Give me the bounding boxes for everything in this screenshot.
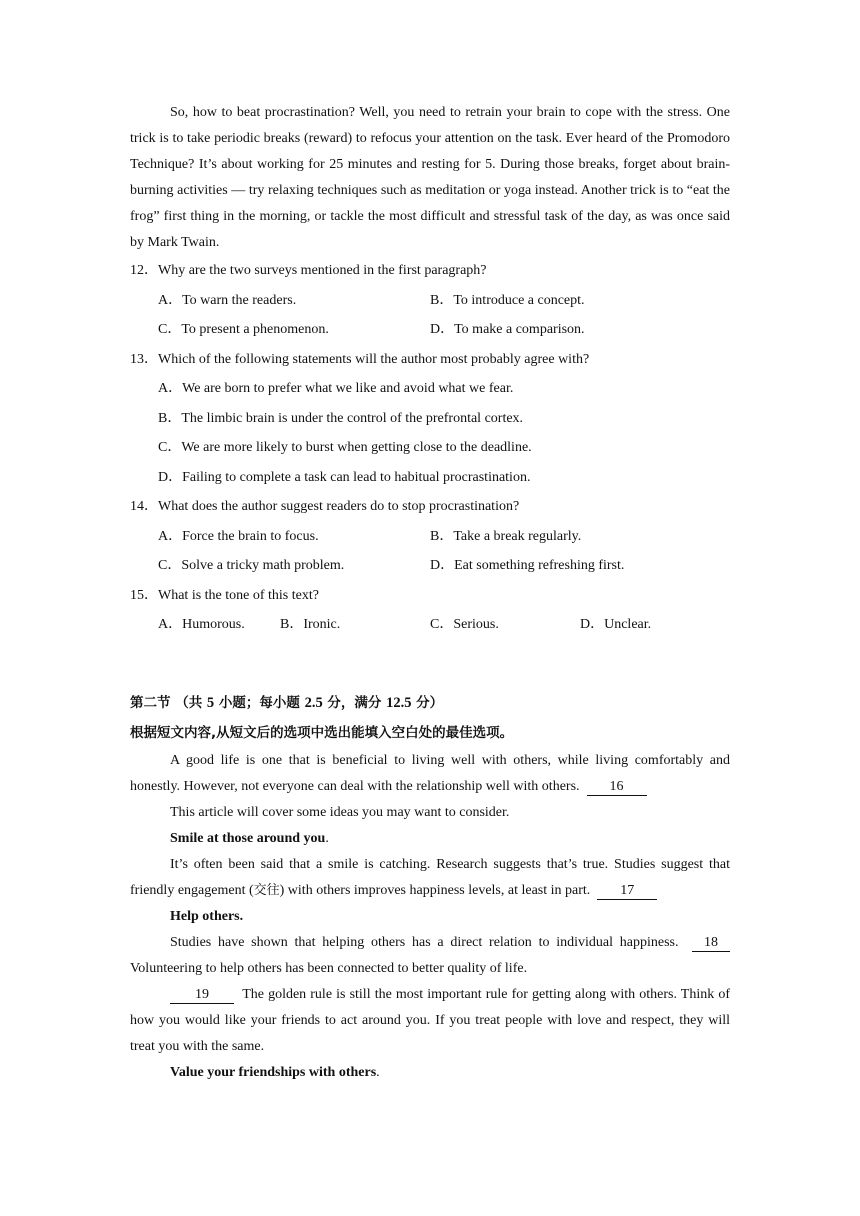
option-15-d[interactable]: D．Unclear.: [580, 617, 652, 632]
blank-16[interactable]: 16: [587, 779, 647, 796]
subheading-value-friendships-text: Value your friendships with others: [170, 1064, 377, 1080]
question-12-stem: 12．Why are the two surveys mentioned in the first paragraph?: [130, 263, 487, 278]
passage2-p1-text: A good life is one that is beneficial to living well with others, while living comfortably and honestly. However, not everyone can deal with the relationship well with others.: [130, 752, 730, 794]
passage2-p3-text-b: ) with others improves happiness levels, at least in part.: [279, 882, 591, 898]
section-2-heading-part1: 第二节 （共: [130, 694, 207, 711]
subheading-help-others: Help others.: [170, 908, 244, 924]
blank-19[interactable]: 19: [170, 987, 234, 1004]
option-12-b[interactable]: B．To introduce a concept.: [430, 292, 585, 308]
question-14-options-row1: [130, 522, 730, 552]
blank-18[interactable]: 18: [692, 935, 730, 952]
section-2-question-count: 5: [206, 694, 215, 711]
passage-final-paragraph: So, how to beat procrastination? Well, you need to retrain your brain to cope with the stress. One trick is to take periodic breaks (reward) to refocus your attention on the task. Ever heard of the Promodoro Technique? It’s about working for 25 minutes and resting for 5. During those breaks, forget about brain-burning activities — try relaxing techniques such as meditation or yoga instead. Another trick is to “eat the frog” first thing in the morning, or tackle the most difficult and stressful task of the day, as was once said by Mark Twain.: [130, 105, 730, 250]
blank-17[interactable]: 17: [597, 883, 657, 900]
passage2-p3-chinese-gloss: 交往: [253, 882, 280, 898]
question-15-stem: 15．What is the tone of this text?: [130, 587, 319, 603]
option-15-c[interactable]: C．Serious.: [430, 617, 499, 632]
subheading-smile-period: .: [325, 830, 329, 846]
section-2-heading: [130, 688, 730, 718]
section-2-instruction: 根据短文内容,从短文后的选项中选出能填入空白处的最佳选项。: [130, 724, 514, 741]
question-14-options-row2: [130, 551, 730, 581]
passage2-p4-text-b: Volunteering to help others has been connected to better quality of life.: [130, 960, 528, 976]
question-13-stem: 13．Which of the following statements will the author most probably agree with?: [130, 351, 590, 367]
passage2-paragraph-5: [130, 982, 730, 1060]
option-12-d[interactable]: D．To make a comparison.: [430, 322, 585, 337]
option-13-c[interactable]: C．We are more likely to burst when getting close to the deadline.: [158, 440, 532, 455]
passage2-paragraph-3: [130, 852, 730, 904]
option-13-d[interactable]: D．Failing to complete a task can lead to habitual procrastination.: [158, 469, 531, 485]
question-12-options-row2: [130, 315, 730, 345]
option-14-d[interactable]: D．Eat something refreshing first.: [430, 558, 625, 573]
passage2-paragraph-1: [130, 748, 730, 800]
section-2-heading-part2: 小题；每小题: [214, 694, 305, 711]
passage2-paragraph-2: This article will cover some ideas you may want to consider.: [170, 804, 510, 820]
question-12-options-row1: [130, 286, 730, 316]
subheading-smile: [130, 826, 730, 852]
section-gap: [130, 640, 730, 688]
option-14-c[interactable]: C．Solve a tricky math problem.: [158, 558, 345, 573]
section-2-total-points: 12.5: [386, 694, 412, 711]
question-14-stem: 14．What does the author suggest readers do to stop procrastination?: [130, 499, 520, 514]
option-13-a[interactable]: A．We are born to prefer what we like and avoid what we fear.: [158, 381, 514, 396]
passage2-p4-text-a: Studies have shown that helping others has a direct relation to individual happiness.: [170, 934, 679, 950]
section-2-heading-part3: 分，满分: [322, 694, 387, 711]
option-13-b[interactable]: B．The limbic brain is under the control of the prefrontal cortex.: [158, 410, 524, 426]
option-15-b[interactable]: B．Ironic.: [280, 617, 341, 632]
subheading-value-friendships: [130, 1060, 730, 1086]
exam-page: [130, 100, 730, 1086]
section-2-heading-part4: 分）: [411, 694, 444, 711]
option-15-a[interactable]: A．Humorous.: [158, 617, 245, 632]
passage2-p5-text: The golden rule is still the most important rule for getting along with others. Think of how you would like your friends to act around you. If you treat people with love and respect, they will treat you with the same.: [130, 986, 730, 1054]
section-2-points-each: 2.5: [304, 694, 323, 711]
option-12-c[interactable]: C．To present a phenomenon.: [158, 322, 329, 337]
option-14-b[interactable]: B．Take a break regularly.: [430, 528, 582, 544]
subheading-value-friendships-period: .: [376, 1064, 380, 1080]
question-15-options-row: [130, 610, 730, 640]
option-14-a[interactable]: A．Force the brain to focus.: [158, 528, 319, 544]
passage2-p3-text-a: It’s often been said that a smile is catching. Research suggests that’s true. Studies suggest that friendly engagement (: [130, 856, 730, 898]
option-12-a[interactable]: A．To warn the readers.: [158, 292, 297, 308]
subheading-smile-text: Smile at those around you: [170, 830, 326, 846]
passage2-paragraph-4: [130, 930, 730, 982]
